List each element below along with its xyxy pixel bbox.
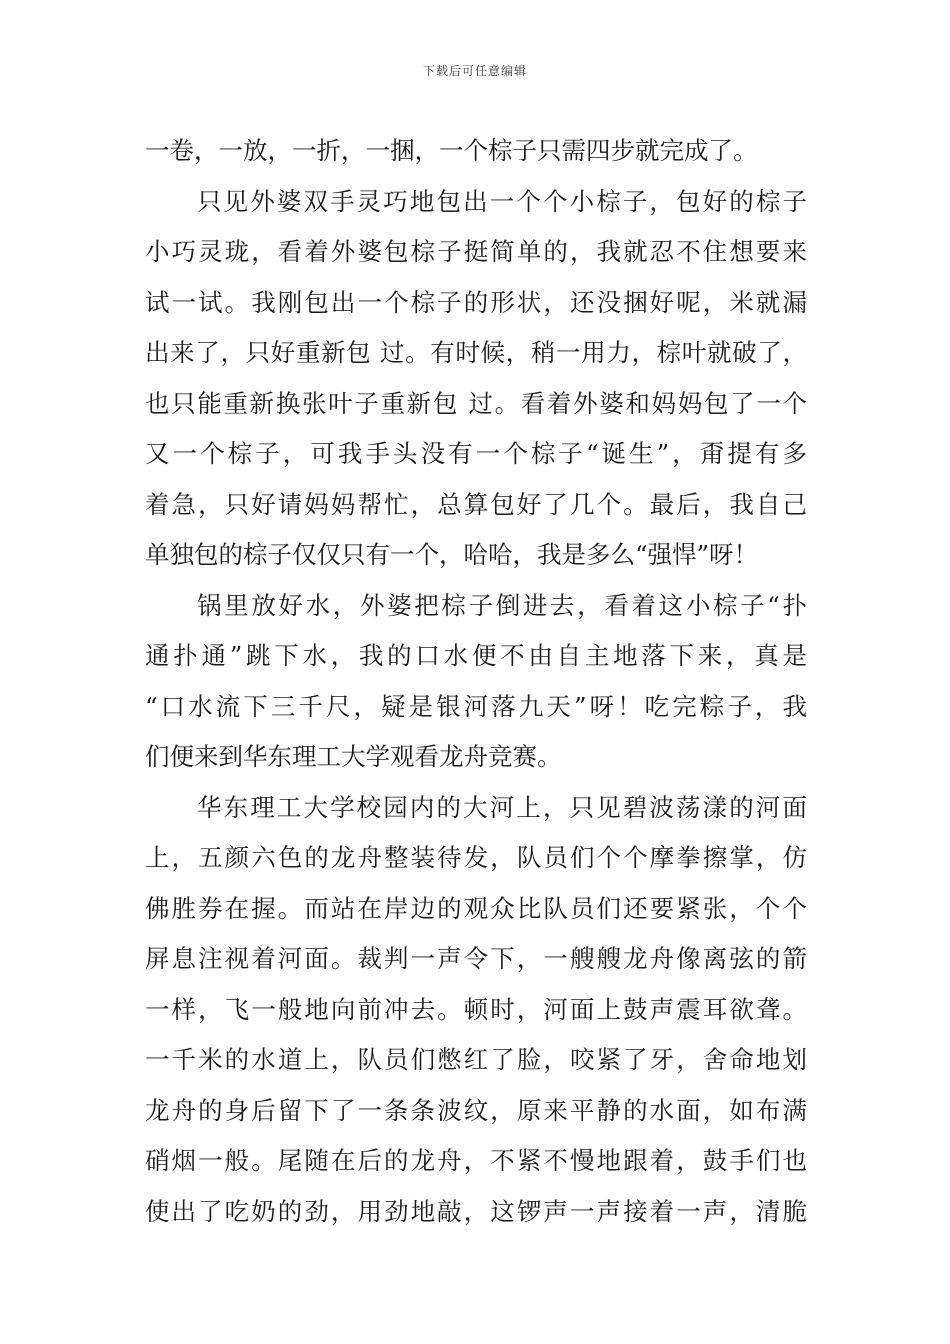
document-body: [145, 126, 807, 1237]
text-line: 一卷，一放，一折，一捆，一个棕子只需四步就完成了。: [145, 136, 758, 165]
text-line: 们便来到华东理工大学观看龙舟竞赛。: [145, 742, 562, 771]
text-line: 也只能重新换张叶子重新包 过。看着外婆和妈妈包了一个: [145, 388, 807, 418]
paragraph-first-line: 锅里放好水，外婆把棕子倒进去，看着这小棕子“扑: [197, 590, 807, 620]
text-line: 上，五颜六色的龙舟整装待发，队员们个个摩拳擦掌，仿: [145, 843, 807, 872]
paragraph-first-line: 只见外婆双手灵巧地包出一个个小棕子，包好的棕子: [197, 186, 807, 216]
text-line: 又一个棕子，可我手头没有一个棕子“诞生”，甭提有多: [145, 439, 807, 468]
text-line: 试一试。我刚包出一个棕子的形状，还没捆好呢，米就漏: [145, 287, 807, 317]
text-line: 佛胜券在握。而站在岸边的观众比队员们还要紧张，个个: [145, 893, 807, 923]
text-line: 屏息注视着河面。裁判一声令下，一艘艘龙舟像离弦的箭: [145, 944, 807, 973]
text-line: 一样，飞一般地向前冲去。顿时，河面上鼓声震耳欲聋。: [145, 994, 807, 1024]
text-line: 着急，只好请妈妈帮忙，总算包好了几个。最后，我自己: [145, 489, 807, 519]
page-header: 下载后可任意编辑: [422, 64, 527, 78]
paragraph-first-line: 华东理工大学校园内的大河上，只见碧波荡漾的河面: [197, 792, 807, 822]
text-line: 一千米的水道上，队员们憋红了脸，咬紧了牙，舍命地划: [145, 1045, 807, 1074]
text-line: 通扑通”跳下水，我的口水便不由自主地落下来，真是: [145, 641, 807, 670]
text-line: 出来了，只好重新包 过。有时候，稍一用力，棕叶就破了，: [145, 338, 807, 367]
text-line: 龙舟的身后留下了一条条波纹，原来平静的水面，如布满: [145, 1095, 807, 1125]
text-line: 硝烟一般。尾随在后的龙舟，不紧不慢地跟着，鼓手们也: [145, 1146, 807, 1175]
text-line: “口水流下三千尺，疑是银河落九天”呀！吃完粽子，我: [145, 691, 807, 721]
text-line: 小巧灵珑，看着外婆包棕子挺简单的，我就忍不住想要来: [145, 237, 807, 266]
text-line: 单独包的棕子仅仅只有一个，哈哈，我是多么“强悍”呀！: [145, 540, 759, 569]
text-line: 使出了吃奶的劲，用劲地敲，这锣声一声接着一声，清脆: [145, 1196, 807, 1226]
